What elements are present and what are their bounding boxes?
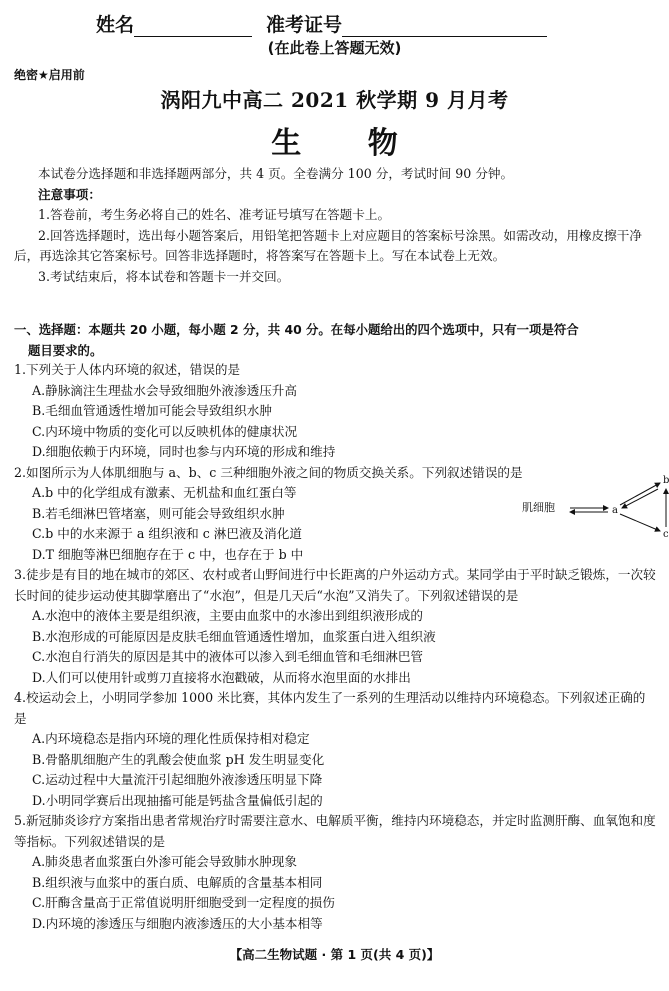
name-label: 姓名 xyxy=(96,14,135,36)
exam-number-blank xyxy=(342,17,547,37)
option-d: D.人们可以使用针或剪刀直接将水泡戳破，从而将水泡里面的水排出 xyxy=(32,669,411,685)
notice-title: 注意事项： xyxy=(38,186,101,202)
node-a-label: a xyxy=(612,504,618,516)
section-heading-line: 一、选择题：本题共 20 小题，每小题 2 分，共 40 分。在每小题给出的四个选项中，只有一项是符合 xyxy=(14,322,579,337)
option-c: C.运动过程中大量流汗引起细胞外液渗透压明显下降 xyxy=(32,772,323,787)
option-a: A.水泡中的液体主要是组织液，主要由血浆中的水渗出到组织液形成的 xyxy=(32,608,423,623)
exam-number-label: 准考证号 xyxy=(266,14,343,36)
option-a: A.静脉滴注生理盐水会导致细胞外液渗透压升高 xyxy=(32,382,297,398)
option-c: C.b 中的水来源于 a 组织液和 c 淋巴液及消化道 xyxy=(32,526,302,541)
question-5 xyxy=(14,811,656,934)
question-stem: 5.新冠肺炎诊疗方案指出患者常规治疗时需要注意水、电解质平衡，维持内环境稳态，并定时监测肝酶、血氧饱和度等指标。下列叙述错误的是 xyxy=(14,813,656,849)
node-b-label: b xyxy=(663,474,669,486)
notice-item: 3.考试结束后，将本试卷和答题卡一并交回。 xyxy=(38,268,290,284)
option-b: B.组织液与血浆中的蛋白质、电解质的含量基本相同 xyxy=(32,874,323,890)
option-d: D.小明同学赛后出现抽搐可能是钙盐含量偏低引起的 xyxy=(32,792,323,808)
option-b: B.骨骼肌细胞产生的乳酸会使血浆 pH 发生明显变化 xyxy=(32,751,325,767)
node-c-label: c xyxy=(663,528,669,539)
option-c: C.水泡自行消失的原因是其中的液体可以渗入到毛细血管和毛细淋巴管 xyxy=(32,649,424,664)
option-c: C.肝酶含量高于正常值说明肝细胞受到一定程度的损伤 xyxy=(32,895,335,910)
option-d: D.内环境的渗透压与细胞内液渗透压的大小基本相等 xyxy=(32,915,323,931)
b-to-a-arrow xyxy=(622,489,658,508)
candidate-info-row xyxy=(96,10,596,37)
name-blank xyxy=(134,17,252,37)
option-a: A.b 中的化学组成有激素、无机盐和血红蛋白等 xyxy=(32,485,297,500)
notice-item: 2.回答选择题时，选出每小题答案后，用铅笔把答题卡上对应题目的答案标号涂黑。如需改动，用橡皮擦干净后，再选涂其它答案标号。回答非选择题时，将答案写在答题卡上。写在本试卷上无效。 xyxy=(14,227,642,263)
question-2 xyxy=(14,463,669,566)
question-stem: 3.徒步是有目的地在城市的郊区、农村或者山野间进行中长距离的户外运动方式。某同学由于平时缺乏锻炼，一次较长时间的徒步运动使其脚掌磨出了“水泡”，但是几天后“水泡”又消失了。下列叙述错误的是 xyxy=(14,567,656,603)
question-stem: 4.校运动会上，小明同学参加 1000 米比赛，其体内发生了一系列的生理活动以维持内环境稳态。下列叙述正确的是 xyxy=(14,690,646,726)
option-a: A.肺炎患者血浆蛋白外渗可能会导致肺水肿现象 xyxy=(32,854,297,869)
option-a: A.内环境稳态是指内环境的理化性质保持相对稳定 xyxy=(32,731,310,746)
section-heading-line: 题目要求的。 xyxy=(28,342,103,358)
option-b: B.水泡形成的可能原因是皮肤毛细血管通透性增加，血浆蛋白进入组织液 xyxy=(32,628,436,644)
page-footer: 【高二生物试题 · 第 1 页(共 4 页)】 xyxy=(229,947,440,962)
fluid-exchange-diagram xyxy=(522,469,669,539)
question-list xyxy=(14,360,669,934)
option-d: D.T 细胞等淋巴细胞存在于 c 中，也存在于 b 中 xyxy=(32,546,304,562)
question-stem: 1.下列关于人体内环境的叙述，错误的是 xyxy=(14,362,241,377)
subject-title: 生 物 xyxy=(271,126,426,161)
option-b: B.若毛细淋巴管堵塞，则可能会导致组织水肿 xyxy=(32,505,285,521)
option-d: D.细胞依赖于内环境，同时也参与内环境的形成和维持 xyxy=(32,444,336,459)
exam-instructions xyxy=(14,164,656,287)
question-4 xyxy=(14,688,656,811)
notice-item: 1.答卷前，考生务必将自己的姓名、准考证号填写在答题卡上。 xyxy=(38,207,391,222)
question-1 xyxy=(14,360,656,463)
a-to-c-arrow xyxy=(620,514,660,531)
question-3 xyxy=(14,565,656,688)
option-c: C.内环境中物质的变化可以反映机体的健康状况 xyxy=(32,423,298,439)
option-b: B.毛细血管通透性增加可能会导致组织水肿 xyxy=(32,403,272,418)
exam-summary: 本试卷分选择题和非选择题两部分，共 4 页。全卷满分 100 分，考试时间 90 分钟。 xyxy=(38,166,514,181)
secret-mark: 绝密★启用前 xyxy=(14,68,85,82)
exam-title: 涡阳九中高二 2021 秋学期 9 月月考 xyxy=(160,88,509,112)
answer-invalid-note: (在此卷上答题无效) xyxy=(267,39,402,57)
question-stem: 2.如图所示为人体肌细胞与 a、b、c 三种细胞外液之间的物质交换关系。下列叙述错误的是 xyxy=(14,464,523,480)
a-to-b-arrow xyxy=(620,483,660,505)
section-heading xyxy=(14,320,656,361)
muscle-cell-label: 肌细胞 xyxy=(522,500,555,514)
